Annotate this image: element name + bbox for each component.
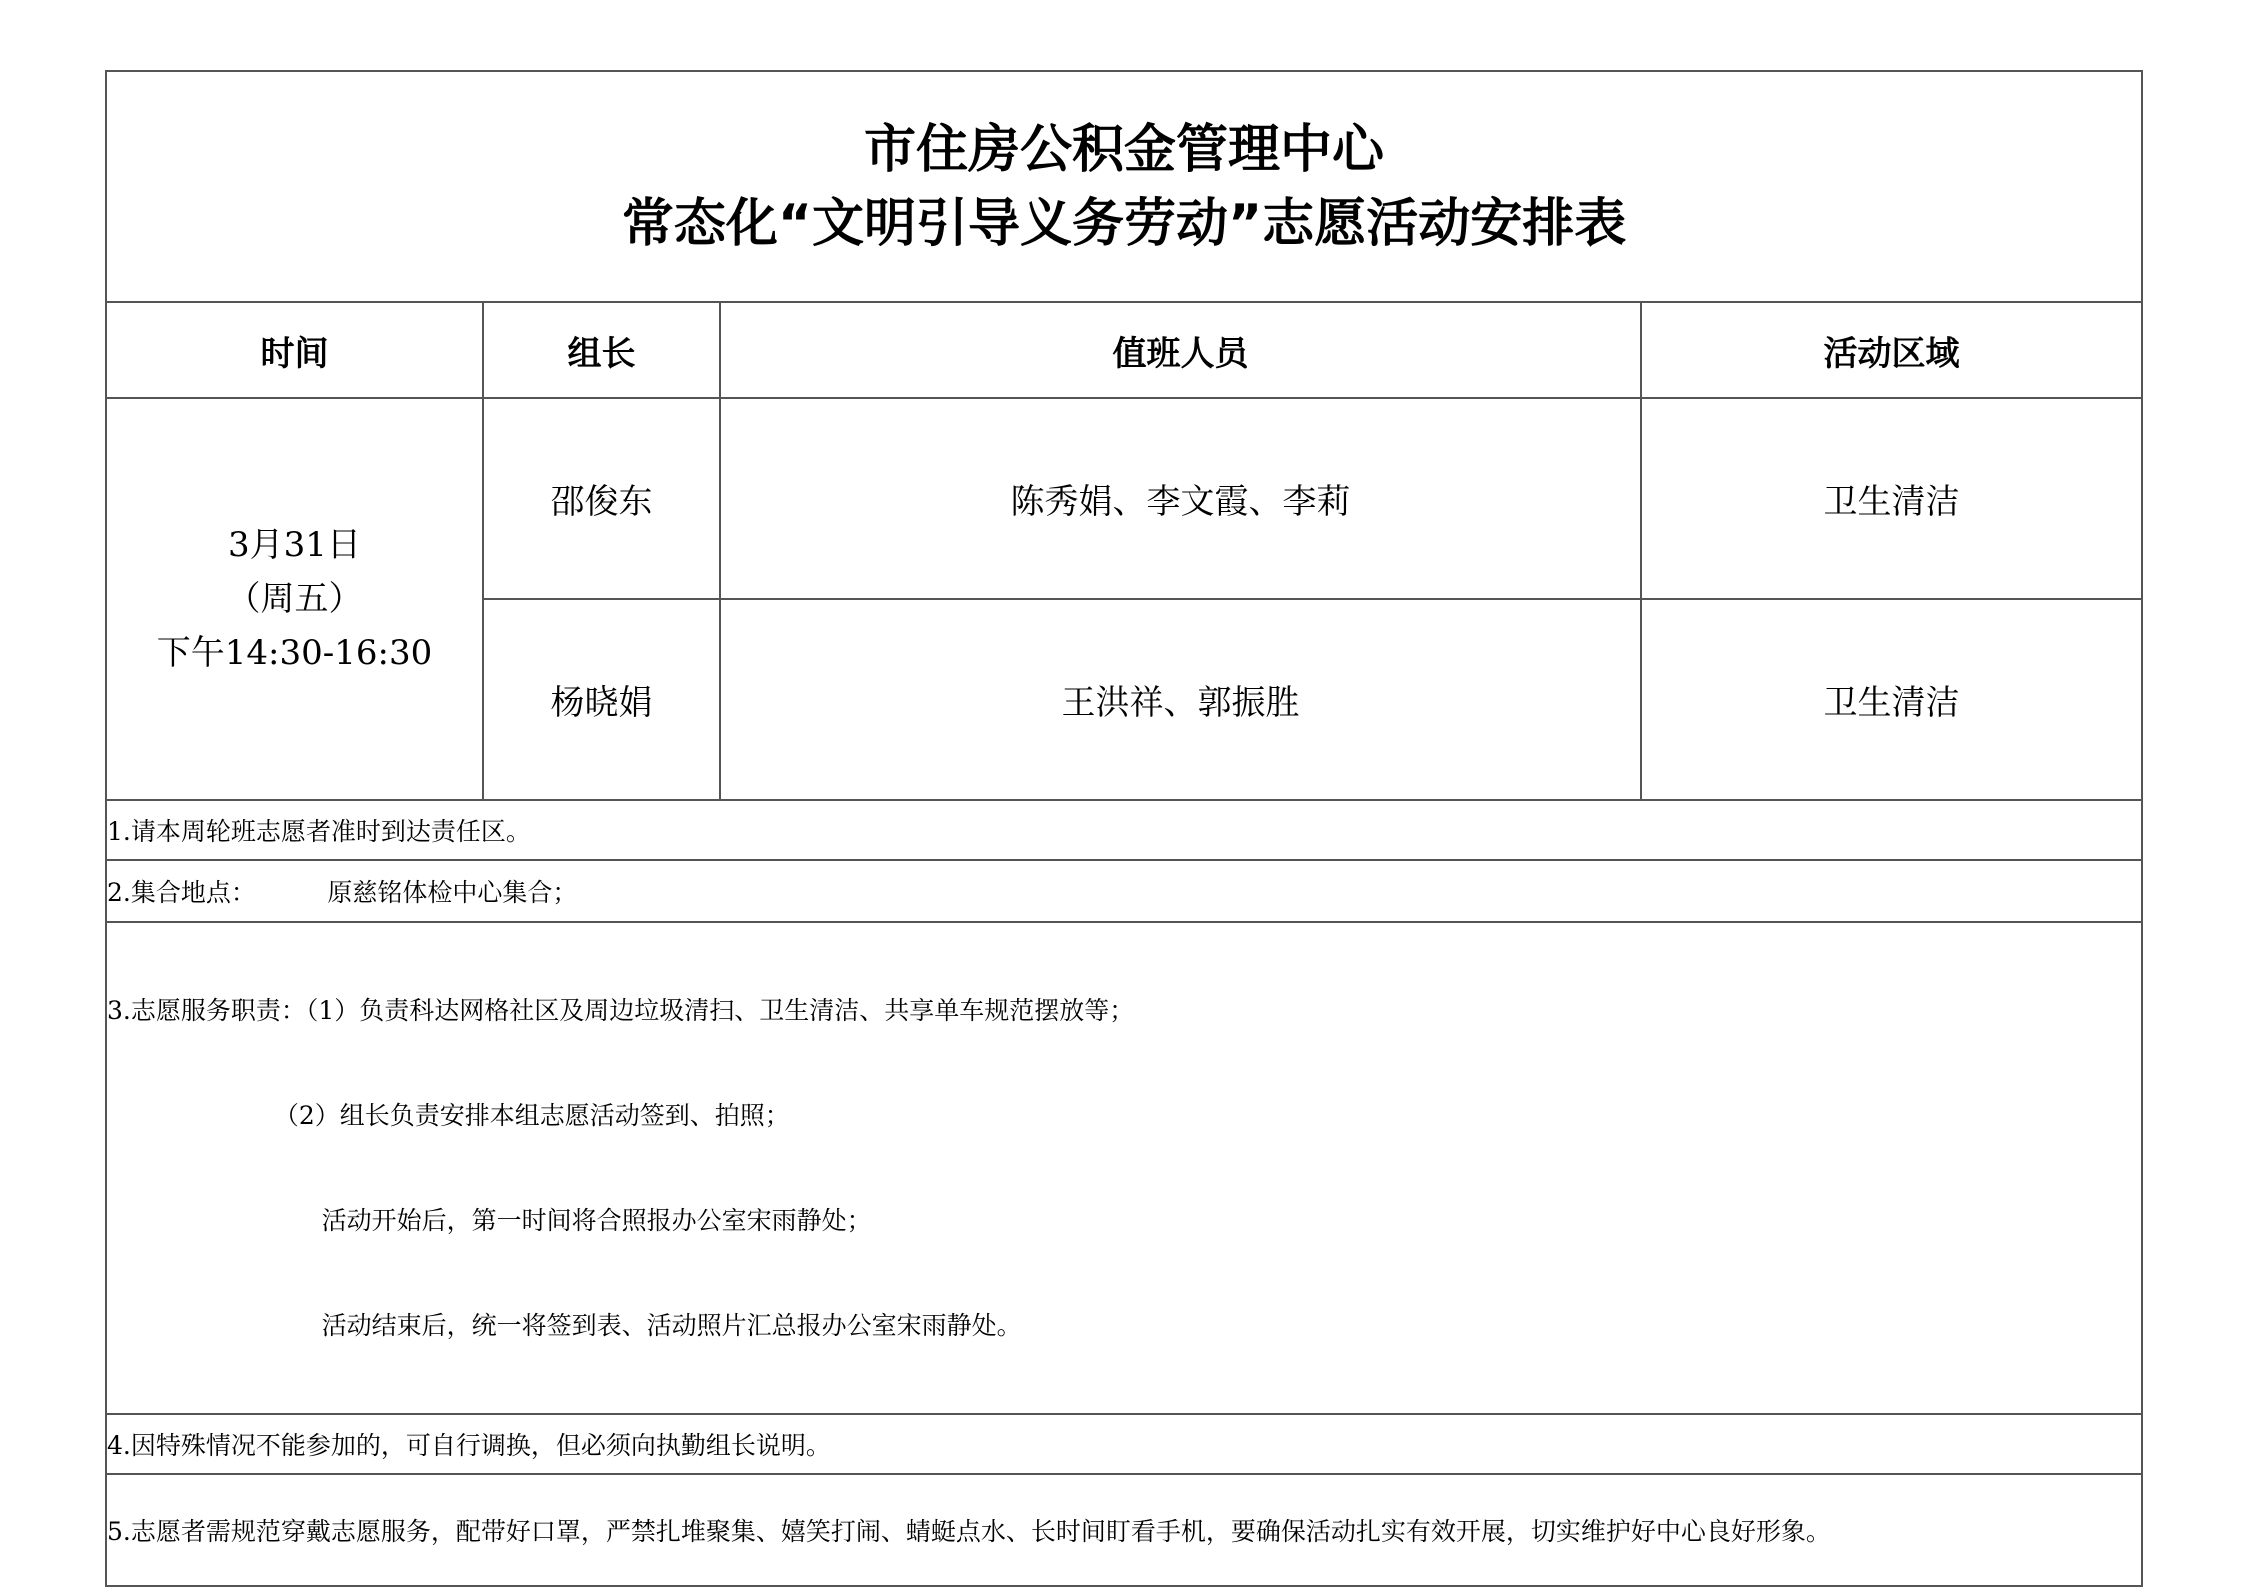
note-duties-line: 活动结束后，统一将签到表、活动照片汇总报办公室宋雨静处。: [107, 1311, 1022, 1340]
leader-cell: 邵俊东: [483, 398, 720, 599]
note-row: [106, 800, 2142, 860]
time-date: 3月31日: [228, 525, 361, 565]
title-line-1: 市住房公积金管理中心: [864, 119, 1385, 180]
members-cell: 陈秀娟、李文霞、李莉: [720, 398, 1641, 599]
title-row: [106, 71, 2142, 302]
table-row: [106, 398, 2142, 599]
title-cell: [106, 71, 2142, 302]
note-row: [106, 922, 2142, 1414]
header-row: [106, 302, 2142, 398]
note-duties-line: 活动开始后，第一时间将合照报办公室宋雨静处；: [107, 1206, 872, 1235]
note-duties-line: （2）组长负责安排本组志愿活动签到、拍照；: [107, 1101, 790, 1130]
time-weekday: （周五）: [226, 579, 363, 619]
leader-cell: 杨晓娟: [483, 599, 720, 800]
time-cell: [106, 398, 483, 800]
time-hours: 下午14:30-16:30: [156, 633, 433, 673]
note-conduct: 5.志愿者需规范穿戴志愿服务，配带好口罩，严禁扎堆聚集、嬉笑打闹、蜻蜓点水、长时间盯看手机，要确保活动扎实有效开展，切实维护好中心良好形象。: [106, 1474, 2142, 1586]
members-cell: 王洪祥、郭振胜: [720, 599, 1641, 800]
note-row: [106, 860, 2142, 922]
header-members: 值班人员: [720, 302, 1641, 398]
note-row: [106, 1414, 2142, 1474]
header-time: 时间: [106, 302, 483, 398]
header-leader: 组长: [483, 302, 720, 398]
note-meeting-place: 2.集合地点： 原慈铭体检中心集合；: [106, 860, 2142, 922]
title-line-2: 常态化“文明引导义务劳动”志愿活动安排表: [621, 193, 1627, 254]
note-duties-line: 3.志愿服务职责：（1）负责科达网格社区及周边垃圾清扫、卫生清洁、共享单车规范摆放等；: [107, 996, 1135, 1025]
area-cell: 卫生清洁: [1641, 599, 2142, 800]
note-row: [106, 1474, 2142, 1586]
note-duties: [106, 922, 2142, 1414]
area-cell: 卫生清洁: [1641, 398, 2142, 599]
note-swap: 4.因特殊情况不能参加的，可自行调换，但必须向执勤组长说明。: [106, 1414, 2142, 1474]
note-punctuality: 1.请本周轮班志愿者准时到达责任区。: [106, 800, 2142, 860]
schedule-table: [105, 70, 2143, 1587]
header-area: 活动区域: [1641, 302, 2142, 398]
